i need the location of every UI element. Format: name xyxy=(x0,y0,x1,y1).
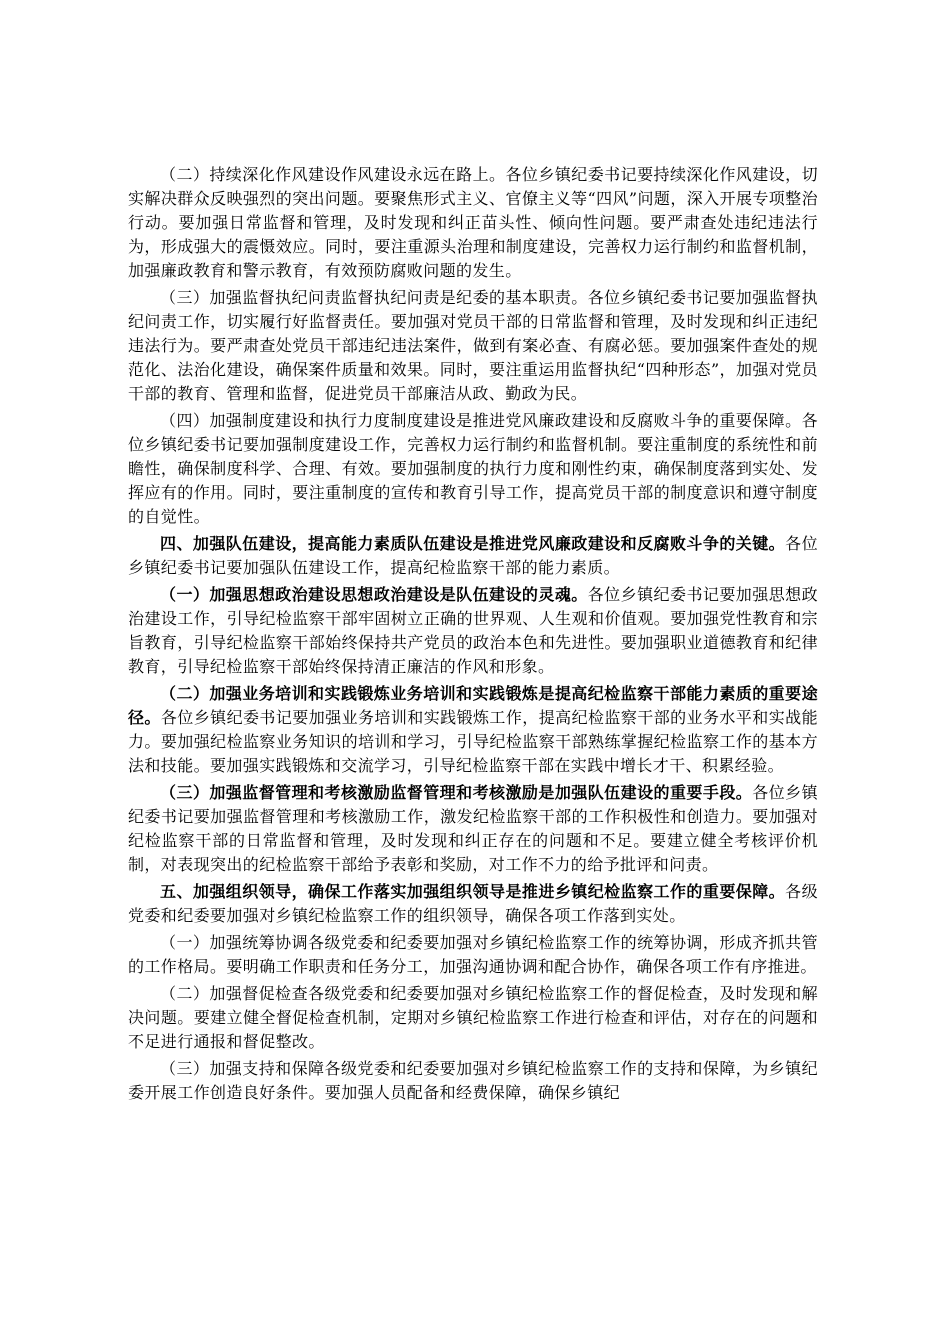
paragraph-heading: （三）加强监督管理和考核激励监督管理和考核激励是加强队伍建设的重要手段。 xyxy=(160,783,753,802)
paragraph-heading: （二）加强业务培训和实践锻炼业务培训和实践锻炼是提高纪检监察干部能力素质的重要途径。 xyxy=(128,684,818,727)
paragraph-7 xyxy=(128,781,818,877)
paragraph-text: （一）加强统筹协调各级党委和纪委要加强对乡镇纪检监察工作的统筹协调，形成齐抓共管的工作格局。要明确工作职责和任务分工，加强沟通协调和配合协作，确保各项工作有序推进。 xyxy=(128,933,818,976)
paragraph-heading: 四、加强队伍建设，提高能力素质队伍建设是推进党风廉政建设和反腐败斗争的关键。 xyxy=(160,534,786,553)
paragraph-text: 各位乡镇纪委书记要加强思想政治建设工作，引导纪检监察干部牢固树立正确的世界观、人生观和价值观。要加强党性教育和宗旨教育，引导纪检监察干部始终保持共产党员的政治本色和先进性。要加强职业道德教育和纪律教育，引导纪检监察干部始终保持清正廉洁的作风和形象。 xyxy=(128,585,818,676)
paragraph-2 xyxy=(128,286,818,406)
paragraph-text: 各位乡镇纪委书记要加强监督管理和考核激励工作，激发纪检监察干部的工作积极性和创造力。要加强对纪检监察干部的日常监督和管理，及时发现和纠正存在的问题和不足。要建立健全考核评价机制，对表现突出的纪检监察干部给予表彰和奖励，对工作不力的给予批评和问责。 xyxy=(128,783,818,874)
paragraph-5 xyxy=(128,583,818,679)
paragraph-text: （二）加强督促检查各级党委和纪委要加强对乡镇纪检监察工作的督促检查，及时发现和解决问题。要建立健全督促检查机制，定期对乡镇纪检监察工作进行检查和评估，对存在的问题和不足进行通报和督促整改。 xyxy=(128,984,818,1051)
paragraph-6 xyxy=(128,682,818,778)
paragraph-8 xyxy=(128,880,818,928)
paragraph-heading: （一）加强思想政治建设思想政治建设是队伍建设的灵魂。 xyxy=(160,585,588,604)
paragraph-10 xyxy=(128,982,818,1054)
paragraph-text: 各位乡镇纪委书记要加强业务培训和实践锻炼工作，提高纪检监察干部的业务水平和实战能力。要加强纪检监察业务知识的培训和学习，引导纪检监察干部熟练掌握纪检监察工作的基本方法和技能。要加强实践锻炼和交流学习，引导纪检监察干部在实践中增长才干、积累经验。 xyxy=(128,708,818,775)
paragraph-text: （四）加强制度建设和执行力度制度建设是推进党风廉政建设和反腐败斗争的重要保障。各位乡镇纪委书记要加强制度建设工作，完善权力运行制约和监督机制。要注重制度的系统性和前瞻性，确保制度科学、合理、有效。要加强制度的执行力度和刚性约束，确保制度落到实处、发挥应有的作用。同时，要注重制度的宣传和教育引导工作，提高党员干部的制度意识和遵守制度的自觉性。 xyxy=(128,411,818,526)
paragraph-3 xyxy=(128,409,818,529)
paragraph-text: 各位乡镇纪委书记要加强队伍建设工作，提高纪检监察干部的能力素质。 xyxy=(128,534,818,577)
paragraph-1 xyxy=(128,163,818,283)
paragraph-9 xyxy=(128,931,818,979)
paragraph-heading: 五、加强组织领导，确保工作落实加强组织领导是推进乡镇纪检监察工作的重要保障。 xyxy=(160,882,786,901)
paragraph-11 xyxy=(128,1057,818,1105)
paragraph-text: （二）持续深化作风建设作风建设永远在路上。各位乡镇纪委书记要持续深化作风建设，切实解决群众反映强烈的突出问题。要聚焦形式主义、官僚主义等“四风”问题，深入开展专项整治行动。要加强日常监督和管理，及时发现和纠正苗头性、倾向性问题。要严肃查处违纪违法行为，形成强大的震慑效应。同时，要注重源头治理和制度建设，完善权力运行制约和监督机制，加强廉政教育和警示教育，有效预防腐败问题的发生。 xyxy=(128,165,818,280)
paragraph-text: （三）加强支持和保障各级党委和纪委要加强对乡镇纪检监察工作的支持和保障，为乡镇纪委开展工作创造良好条件。要加强人员配备和经费保障，确保乡镇纪 xyxy=(128,1059,818,1102)
paragraph-4 xyxy=(128,532,818,580)
paragraph-text: （三）加强监督执纪问责监督执纪问责是纪委的基本职责。各位乡镇纪委书记要加强监督执纪问责工作，切实履行好监督责任。要加强对党员干部的日常监督和管理，及时发现和纠正违纪违法行为。要严肃查处党员干部违纪违法案件，做到有案必查、有腐必惩。要加强案件查处的规范化、法治化建设，确保案件质量和效果。同时，要注重运用监督执纪“四种形态”，加强对党员干部的教育、管理和监督，促进党员干部廉洁从政、勤政为民。 xyxy=(128,288,818,403)
document-body xyxy=(128,163,818,1108)
paragraph-text: 各级党委和纪委要加强对乡镇纪检监察工作的组织领导，确保各项工作落到实处。 xyxy=(128,882,818,925)
